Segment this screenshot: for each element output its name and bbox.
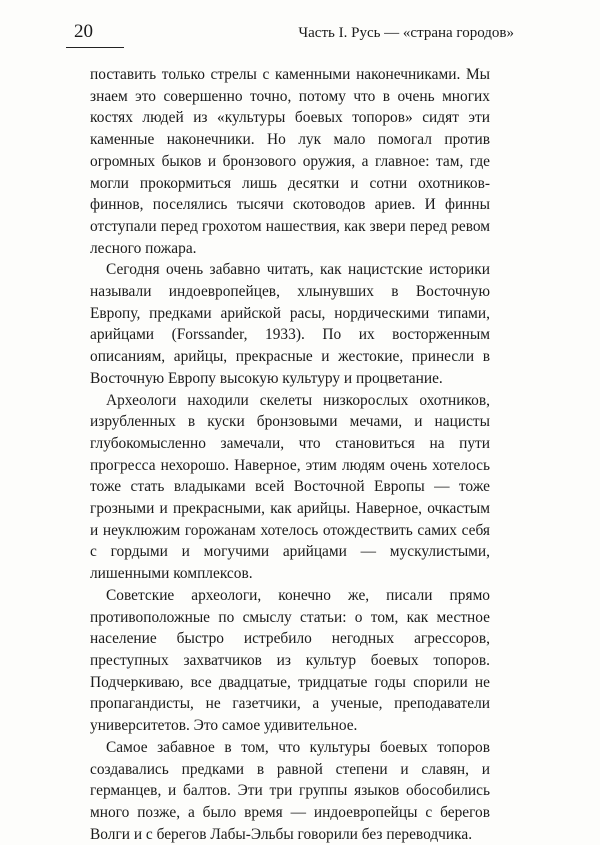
paragraph-archaeologists: Археологи находили скелеты низкорослых охотников, изрубленных в куски бронзовыми мечами, и нацисты глубокомысленно замечали, что становиться на пути прогресса нехорошо. Наверное, этим людям очень хотелось тоже стать владыками всей Восточной Европы — тоже грозными и прекрасными, как арийцы. Наверное, очкастым и неуклюжим горожанам хотелось отождествить самих себя с гордыми и могучими арийцами — мускулистыми, лишенными комплексов. bbox=[90, 391, 490, 583]
paragraph-battle-axe-cultures: Самое забавное в том, что культуры боевых топоров создавались предками в равной степени и славян, и германцев, и балтов. Эти три группы языков обособились много позже, а было время — индоевропейцы с берегов Волги и с берегов Лабы-Эльбы говорили без переводчика. bbox=[90, 738, 490, 843]
paragraph-continued: поставить только стрелы с каменными наконечниками. Мы знаем это совершенно точно, потому что в очень многих костях людей из «культуры боевых топоров» сидят эти каменные наконечники. Но лук мало помогал против огромных быков и бронзового оружия, а главное: там, где могли прокормиться лишь десятки и сотни охотников-финнов, поселялись тысячи скотоводов ариев. И финны отступали перед грохотом нашествия, как звери перед ревом лесного пожара. bbox=[90, 66, 490, 257]
header-rule bbox=[66, 47, 124, 48]
paragraph-nazi-historians: Сегодня очень забавно читать, как нацистские историки называли индоевропейцев, хлынувших в Восточную Европу, предками арийской расы, нордическими типами, арийцами (Forssander, 1933). По их восторженным описаниям, арийцы, прекрасные и жестокие, принесли в Восточную Европу высокую культуру и процветание. bbox=[90, 261, 490, 387]
paragraph-soviet-archaeologists: Советские археологи, конечно же, писали прямо противоположные по смыслу статьи: о том, как местное население быстро истребило негодных агрессоров, преступных захватчиков из культур боевых топоров. Подчеркиваю, все двадцатые, тридцатые годы спорили не пропагандисты, не газетчики, а ученые, преподаватели университетов. Это самое удивительное. bbox=[90, 586, 490, 735]
running-title: Часть I. Русь — «страна городов» bbox=[298, 25, 514, 41]
page-number: 20 bbox=[74, 21, 93, 42]
body-text bbox=[90, 64, 490, 845]
